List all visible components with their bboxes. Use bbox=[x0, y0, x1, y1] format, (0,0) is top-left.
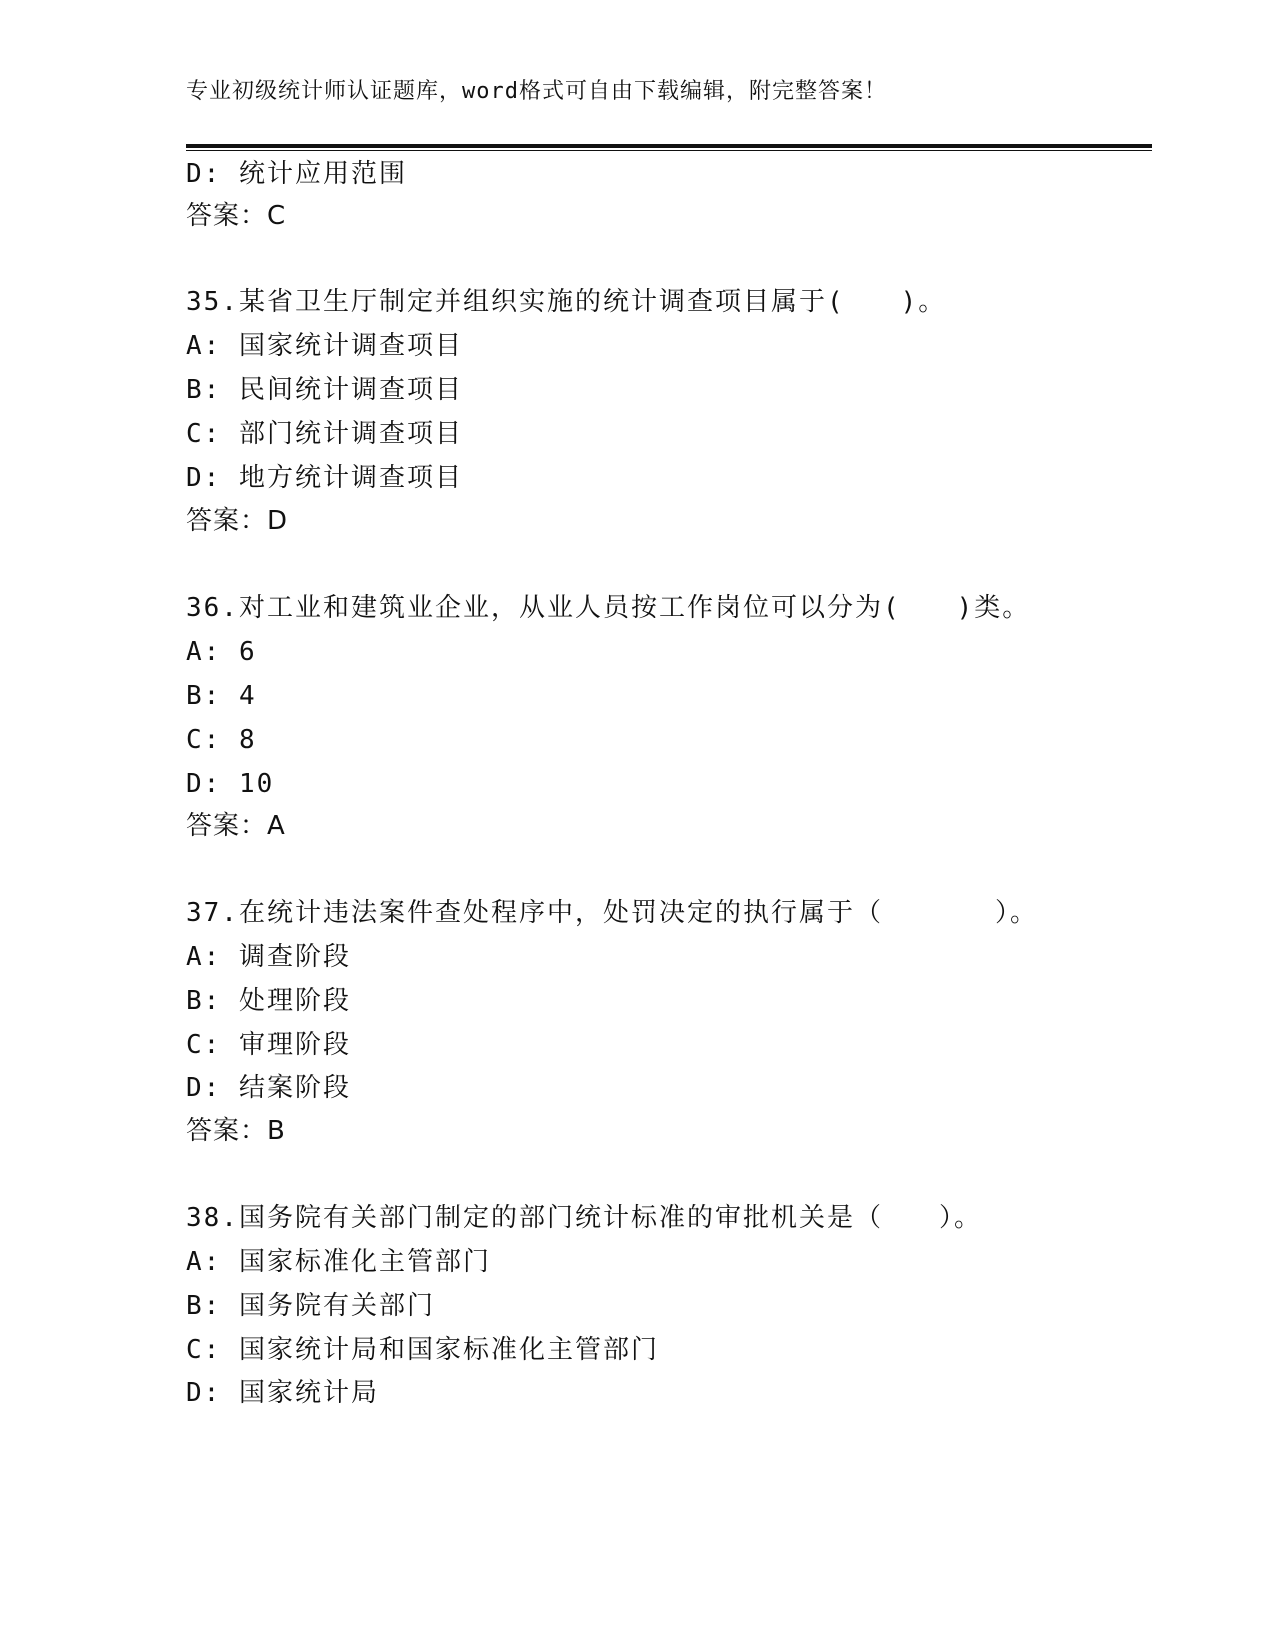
question-35-answer: 答案：D bbox=[186, 506, 289, 536]
question-37-option-c: C: 审理阶段 bbox=[186, 1030, 351, 1060]
question-35-option-a: A: 国家统计调查项目 bbox=[186, 331, 463, 361]
question-37-option-d: D: 结案阶段 bbox=[186, 1073, 351, 1103]
question-35-option-b: B: 民间统计调查项目 bbox=[186, 375, 463, 405]
prev-answer: 答案：C bbox=[186, 201, 287, 231]
prev-option-d: D: 统计应用范围 bbox=[186, 159, 407, 189]
question-35-option-c: C: 部门统计调查项目 bbox=[186, 419, 463, 449]
question-38-option-c: C: 国家统计局和国家标准化主管部门 bbox=[186, 1335, 659, 1365]
page-header: 专业初级统计师认证题库，word格式可自由下载编辑，附完整答案！ bbox=[186, 79, 887, 104]
question-37-stem: 37.在统计违法案件查处程序中，处罚决定的执行属于（ ）。 bbox=[186, 898, 1038, 928]
question-37-option-a: A: 调查阶段 bbox=[186, 942, 351, 972]
question-37-answer: 答案：B bbox=[186, 1116, 286, 1146]
question-36-answer: 答案：A bbox=[186, 811, 286, 841]
question-36-option-a: A: 6 bbox=[186, 637, 257, 667]
question-35-option-d: D: 地方统计调查项目 bbox=[186, 463, 463, 493]
question-36-option-d: D: 10 bbox=[186, 769, 275, 799]
question-38-stem: 38.国务院有关部门制定的部门统计标准的审批机关是（ ）。 bbox=[186, 1203, 982, 1233]
header-rule-thin bbox=[186, 150, 1152, 151]
question-35-stem: 35.某省卫生厅制定并组织实施的统计调查项目属于( )。 bbox=[186, 287, 947, 317]
question-38-option-a: A: 国家标准化主管部门 bbox=[186, 1247, 491, 1277]
header-rule-thick bbox=[186, 144, 1152, 148]
question-38-option-d: D: 国家统计局 bbox=[186, 1378, 379, 1408]
question-36-option-b: B: 4 bbox=[186, 681, 257, 711]
question-38-option-b: B: 国务院有关部门 bbox=[186, 1291, 435, 1321]
question-37-option-b: B: 处理阶段 bbox=[186, 986, 351, 1016]
question-36-stem: 36.对工业和建筑业企业，从业人员按工作岗位可以分为( )类。 bbox=[186, 593, 1031, 623]
question-36-option-c: C: 8 bbox=[186, 725, 257, 755]
